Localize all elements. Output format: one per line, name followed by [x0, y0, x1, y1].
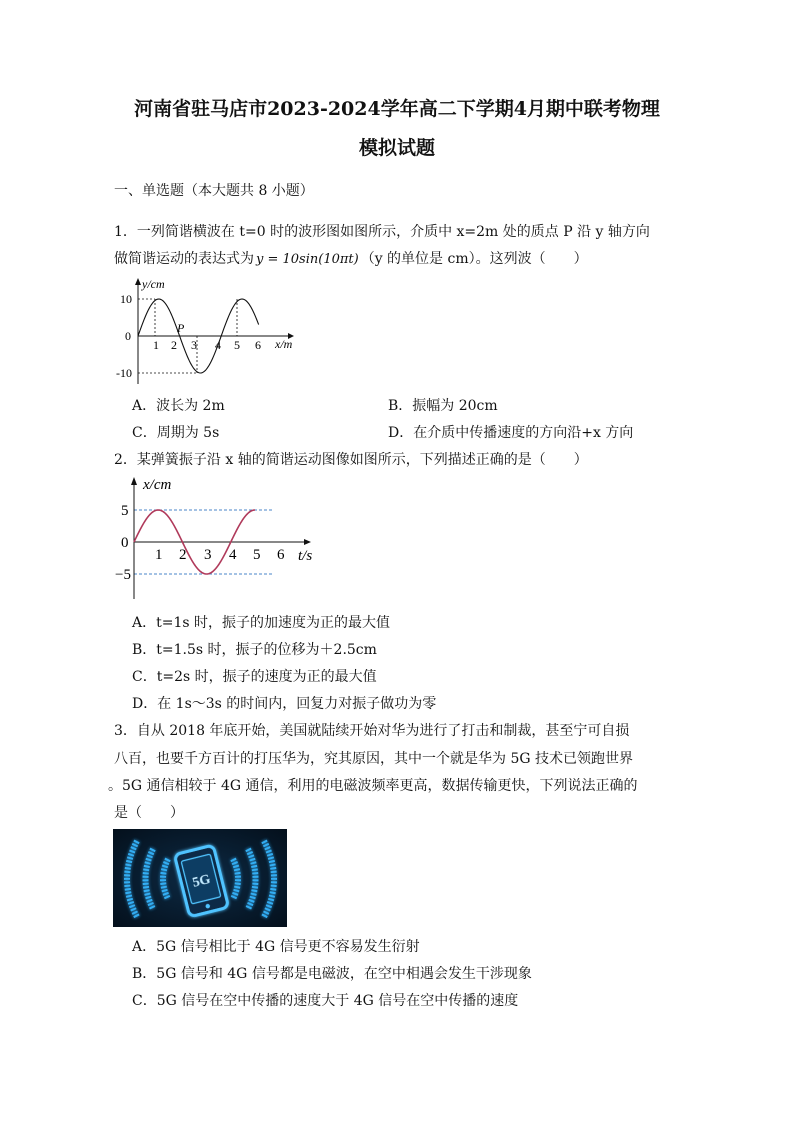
q3-option-b[interactable]: B．5G 信号和 4G 信号都是电磁波，在空中相遇会发生干涉现象: [132, 966, 532, 982]
q3-stem-line3: 。5G 通信相较于 4G 通信，利用的电磁波频率更高，数据传输更快，下列说法正确的: [108, 778, 638, 794]
q1-x-axis-label: x/m: [275, 337, 293, 351]
q2-ytick-0: 0: [121, 535, 129, 551]
q2-xtick-5: 5: [253, 547, 261, 563]
q1-xtick-2: 2: [171, 338, 177, 352]
page-title: 河南省驻马店市2023-2024学年高二下学期4月期中联考物理: [134, 98, 660, 120]
5g-label: 5G: [191, 871, 213, 891]
q2-ytick-5: 5: [121, 503, 129, 519]
q1-option-a[interactable]: A．波长为 2m: [132, 398, 225, 414]
q1-option-c[interactable]: C．周期为 5s: [132, 425, 220, 441]
q1-y-arrow: [135, 278, 141, 285]
q3-stem-line4: 是（ ）: [114, 805, 184, 821]
q1-stem-line2-post: （y 的单位是 cm）。这列波（ ）: [360, 251, 588, 267]
q1-xtick-3: 3: [191, 338, 197, 352]
q3-stem-line2: 八百，也要千方百计的打压华为，究其原因，其中一个就是华为 5G 技术已领跑世界: [114, 751, 633, 767]
q2-option-c[interactable]: C．t=2s 时，振子的速度为正的最大值: [132, 669, 377, 685]
q1-option-d[interactable]: D．在介质中传播速度的方向沿+x 方向: [388, 425, 634, 441]
q2-stem-line1: 2．某弹簧振子沿 x 轴的简谐运动图像如图所示，下列描述正确的是（ ）: [114, 452, 588, 468]
q1-ytick-10: 10: [120, 292, 132, 306]
q1-y-axis-label: y/cm: [142, 277, 165, 291]
q1-xtick-6: 6: [255, 338, 261, 352]
q2-xtick-1: 1: [155, 547, 163, 563]
q1-ytick-0: 0: [125, 329, 131, 343]
q2-option-a[interactable]: A．t=1s 时，振子的加速度为正的最大值: [132, 615, 391, 631]
q3-stem-line1: 3．自从 2018 年底开始，美国就陆续开始对华为进行了打击和制裁，甚至宁可自损: [114, 723, 630, 739]
q1-stem-line2: [114, 248, 588, 268]
q2-x-axis-label: t/s: [298, 548, 313, 564]
5g-phone-image: [113, 829, 287, 927]
q1-stem-line2-pre: 做简谐运动的表达式为: [114, 251, 254, 267]
q2-option-d[interactable]: D．在 1s～3s 的时间内，回复力对振子做功为零: [132, 696, 437, 712]
q2-ytick-neg5: −5: [115, 567, 131, 583]
q2-xtick-4: 4: [229, 547, 237, 563]
q2-oscillation-graph: [114, 474, 324, 602]
q1-formula: y = 10sin(10πt): [256, 252, 359, 267]
q1-xtick-4: 4: [215, 338, 221, 352]
q1-xtick-1: 1: [153, 338, 159, 352]
q2-option-b[interactable]: B．t=1.5s 时，振子的位移为＋2.5cm: [132, 642, 377, 658]
q2-y-axis-label: x/cm: [143, 477, 172, 493]
q3-option-c[interactable]: C．5G 信号在空中传播的速度大于 4G 信号在空中传播的速度: [132, 993, 519, 1009]
q1-ytick-neg10: -10: [116, 366, 132, 380]
q1-option-b[interactable]: B．振幅为 20cm: [388, 398, 498, 414]
q2-xtick-6: 6: [277, 547, 285, 563]
page-subtitle: 模拟试题: [358, 137, 435, 159]
q2-x-arrow: [131, 477, 137, 485]
q2-t-arrow: [304, 539, 311, 545]
q1-wave-graph: [112, 276, 312, 386]
q2-xtick-2: 2: [179, 547, 187, 563]
q1-point-label: P: [177, 321, 185, 335]
section-heading: 一、单选题（本大题共 8 小题）: [114, 183, 314, 199]
q3-option-a[interactable]: A．5G 信号相比于 4G 信号更不容易发生衍射: [132, 939, 420, 955]
q1-xtick-5: 5: [234, 338, 240, 352]
q2-xtick-3: 3: [204, 547, 212, 563]
q1-stem-line1: 1．一列简谐横波在 t=0 时的波形图如图所示，介质中 x=2m 处的质点 P 沿 y 轴方向: [114, 224, 650, 240]
